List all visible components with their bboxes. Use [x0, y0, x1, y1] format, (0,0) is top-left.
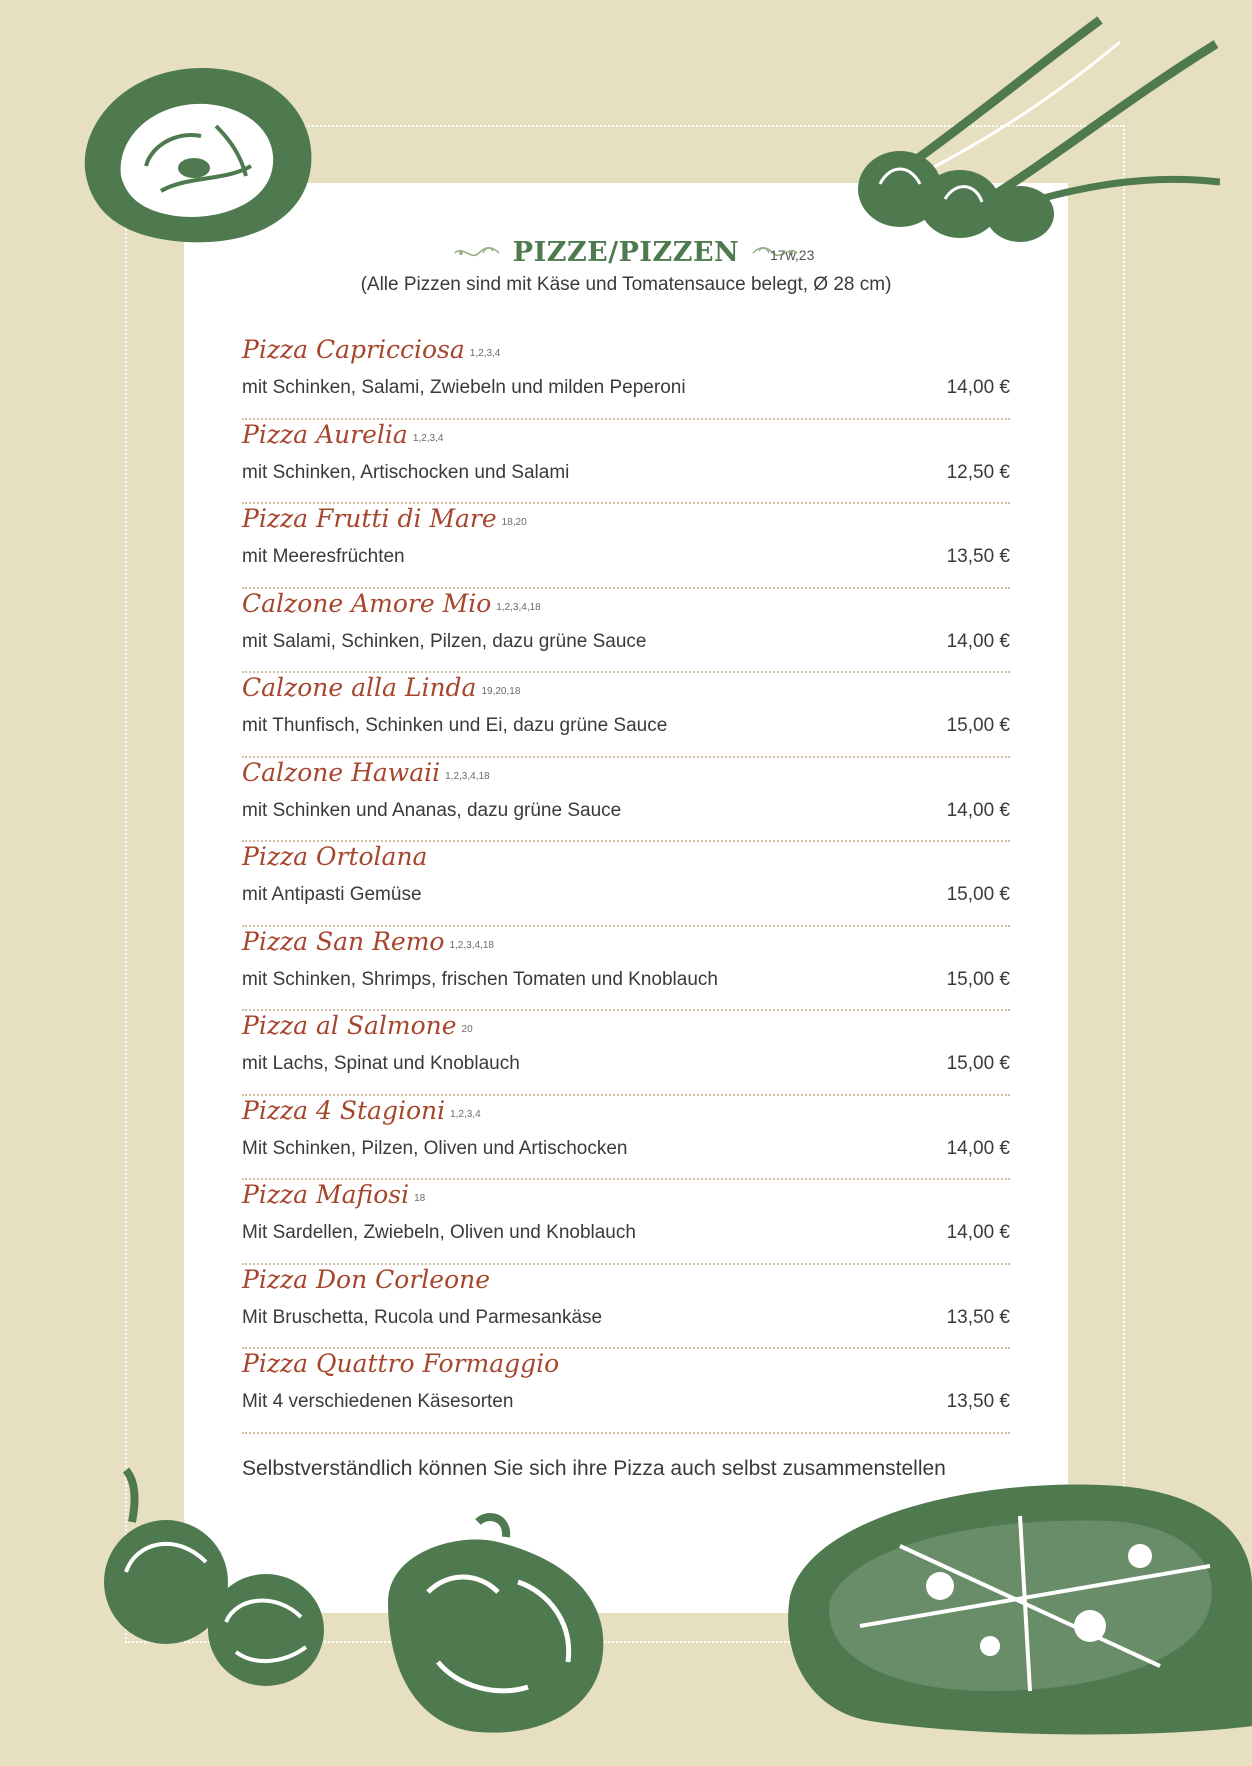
item-price: 14,00 € — [946, 630, 1010, 652]
item-description: mit Schinken, Salami, Zwiebeln und milden Peperoni — [242, 377, 686, 398]
menu-item — [242, 504, 1010, 589]
item-name — [242, 842, 427, 871]
item-description: Mit 4 verschiedenen Käsesorten — [242, 1391, 514, 1412]
item-name-text: Calzone Amore Mio — [242, 588, 492, 618]
item-name — [242, 504, 527, 533]
item-price: 14,00 € — [946, 1137, 1010, 1159]
item-name-text: Pizza Don Corleone — [242, 1264, 491, 1294]
menu-item — [242, 589, 1010, 674]
item-allergens: 18 — [414, 1193, 426, 1204]
item-name-text: Calzone alla Linda — [242, 673, 477, 702]
item-price: 14,00 € — [946, 799, 1010, 821]
item-price: 15,00 € — [946, 715, 1010, 736]
menu-list — [242, 335, 1010, 1434]
menu-item — [242, 1349, 1010, 1434]
menu-item — [242, 673, 1010, 758]
item-price: 15,00 € — [946, 968, 1010, 990]
item-price: 15,00 € — [946, 1053, 1010, 1074]
item-description: Mit Bruschetta, Rucola und Parmesankäse — [242, 1306, 603, 1328]
item-description: mit Schinken, Shrimps, frischen Tomaten und Knoblauch — [242, 968, 718, 990]
item-name-text: Pizza 4 Stagioni — [242, 1095, 446, 1125]
item-description: mit Salami, Schinken, Pilzen, dazu grüne Sauce — [242, 630, 647, 652]
item-name — [242, 420, 443, 449]
item-description: Mit Sardellen, Zwiebeln, Oliven und Knoblauch — [242, 1222, 636, 1243]
item-description: mit Schinken, Artischocken und Salami — [242, 461, 570, 483]
item-allergens: 1,2,3,4,18 — [496, 601, 541, 613]
item-description: Mit Schinken, Pilzen, Oliven und Artischocken — [242, 1137, 628, 1159]
menu-item — [242, 842, 1010, 927]
item-allergens: 1,2,3,4 — [412, 432, 444, 444]
ham-icon — [66, 56, 326, 256]
pepper-icon — [368, 1512, 618, 1742]
item-name-text: Pizza Quattro Formaggio — [242, 1349, 560, 1378]
item-name — [242, 589, 541, 618]
item-name — [242, 927, 494, 956]
item-description: mit Lachs, Spinat und Knoblauch — [242, 1053, 520, 1074]
left-ornament-icon — [453, 243, 501, 263]
item-price: 14,00 € — [946, 1222, 1010, 1243]
onion-icon — [96, 1462, 336, 1702]
garlic-icon — [820, 14, 1220, 244]
item-name — [242, 1349, 559, 1378]
page-title: PIZZE/PIZZEN — [512, 237, 740, 268]
item-description: mit Schinken und Ananas, dazu grüne Sauce — [242, 799, 622, 821]
item-name-text: Pizza al Salmone — [242, 1011, 457, 1040]
item-name-text: Pizza San Remo — [242, 926, 445, 956]
item-name-text: Pizza Aurelia — [242, 419, 408, 449]
item-allergens: 1,2,3,4 — [450, 1108, 481, 1120]
item-description: mit Meeresfrüchten — [242, 546, 405, 567]
item-name — [242, 1096, 481, 1125]
item-price: 13,50 € — [946, 1306, 1010, 1328]
item-allergens: 18,20 — [501, 517, 527, 528]
subtitle: (Alle Pizzen sind mit Käse und Tomatensauce belegt, Ø 28 cm) — [360, 274, 892, 295]
item-name — [242, 1180, 425, 1209]
item-name — [242, 1011, 473, 1040]
menu-item — [242, 1011, 1010, 1096]
menu-item — [242, 1180, 1010, 1265]
item-price: 15,00 € — [946, 884, 1010, 905]
menu-item — [242, 420, 1010, 505]
menu-item — [242, 1096, 1010, 1181]
item-allergens: 20 — [461, 1024, 473, 1035]
menu-item — [242, 927, 1010, 1012]
item-name-text: Pizza Mafiosi — [242, 1180, 410, 1209]
item-price: 13,50 € — [946, 1391, 1010, 1412]
item-name — [242, 1265, 490, 1294]
menu-item — [242, 335, 1010, 420]
item-name-text: Pizza Capricciosa — [242, 335, 465, 364]
item-name-text: Calzone Hawaii — [242, 757, 441, 787]
footer-note: Selbstverständlich können Sie sich ihre Pizza auch selbst zusammenstellen — [242, 1457, 946, 1480]
item-price: 14,00 € — [946, 377, 1010, 398]
item-name-text: Pizza Ortolana — [242, 842, 428, 871]
item-name-text: Pizza Frutti di Mare — [242, 504, 497, 533]
item-allergens: 1,2,3,4,18 — [449, 939, 494, 951]
item-name — [242, 335, 500, 364]
item-description: mit Thunfisch, Schinken und Ei, dazu grüne Sauce — [242, 715, 668, 736]
menu-item — [242, 758, 1010, 843]
item-allergens: 1,2,3,4 — [469, 348, 501, 359]
menu-item — [242, 1265, 1010, 1350]
item-allergens: 1,2,3,4,18 — [445, 770, 490, 782]
item-name — [242, 758, 490, 787]
pizza-icon — [780, 1476, 1252, 1736]
item-price: 13,50 € — [946, 546, 1010, 567]
title-allergens: 17w,23 — [770, 247, 815, 263]
item-price: 12,50 € — [946, 461, 1010, 483]
item-allergens: 19,20,18 — [481, 686, 521, 697]
menu-panel — [184, 183, 1068, 1613]
item-name — [242, 673, 520, 702]
item-description: mit Antipasti Gemüse — [242, 884, 422, 905]
